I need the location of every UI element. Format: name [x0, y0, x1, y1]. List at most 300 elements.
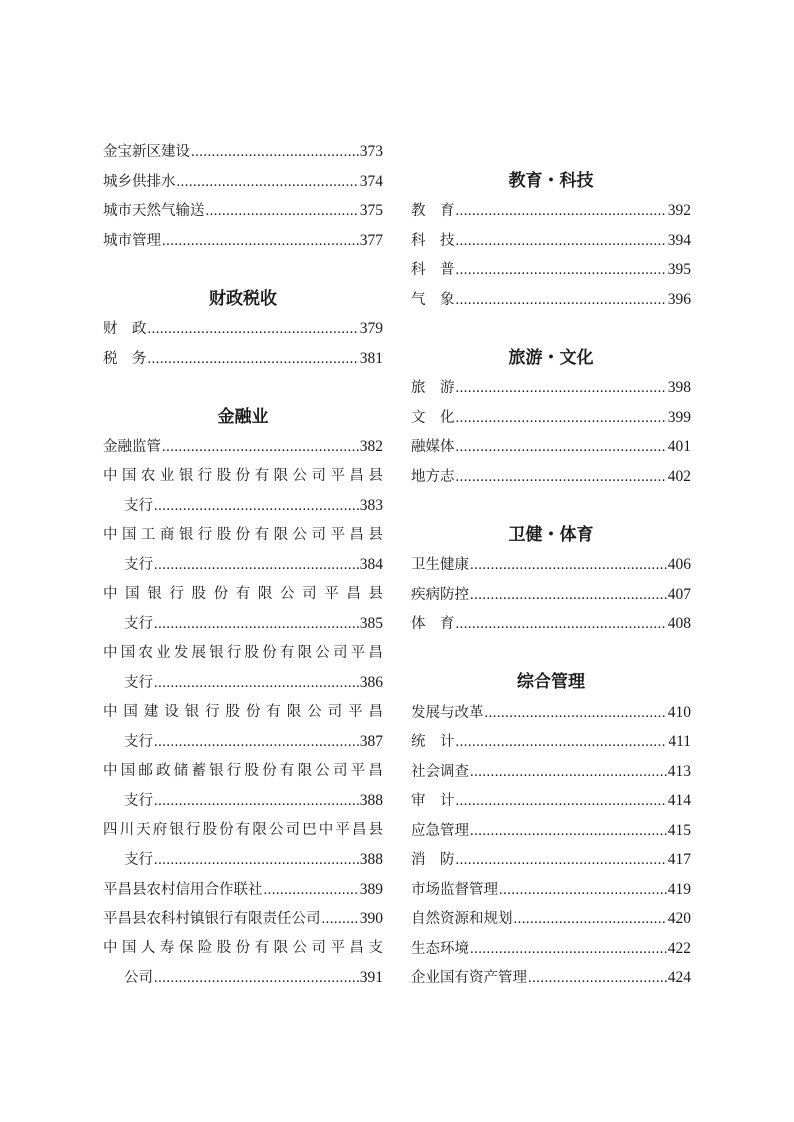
title-char: 国 [125, 585, 140, 602]
leader-dots [470, 581, 667, 611]
title-char: 人 [140, 939, 156, 956]
title-char: 份 [219, 821, 234, 838]
leader-dots [206, 197, 359, 227]
section-heading-admin: 综合管理 [517, 672, 585, 692]
toc-entry-title: 税 务 [103, 350, 147, 367]
title-char: 公 [307, 703, 322, 720]
spacer [411, 137, 691, 167]
title-char: 股 [216, 526, 232, 543]
title-char: 股 [191, 585, 206, 602]
title-char: 县 [368, 467, 383, 484]
toc-entry[interactable] [103, 196, 383, 226]
spacer [411, 491, 691, 521]
toc-entry-page: 398 [667, 379, 691, 396]
toc-entry-title-cont: 支行 [124, 498, 153, 514]
toc-entry[interactable] [411, 904, 691, 934]
toc-entry-page: 419 [667, 880, 691, 898]
toc-entry[interactable] [103, 786, 383, 816]
title-char: 份 [262, 762, 277, 779]
title-char: 限 [297, 762, 313, 779]
title-char: 设 [164, 703, 179, 720]
toc-entry-title: 财 政 [103, 321, 147, 337]
toc-entry-title: 文 化 [411, 409, 455, 426]
title-char: 公 [292, 526, 308, 543]
toc-entry-page: 394 [667, 231, 691, 249]
leader-dots [264, 876, 359, 906]
toc-entry-title: 疾病防控 [411, 586, 469, 603]
toc-entry[interactable] [411, 963, 691, 993]
leader-dots [499, 876, 667, 906]
toc-entry-page: 420 [667, 910, 691, 927]
toc-entry-title [103, 816, 383, 846]
title-char: 储 [173, 762, 189, 779]
title-char: 银 [178, 526, 194, 543]
leader-dots [154, 492, 359, 522]
leader-dots [154, 669, 359, 699]
leader-dots [470, 935, 667, 965]
title-char: 平 [350, 762, 366, 779]
toc-right-column [411, 137, 691, 993]
toc-entry[interactable] [103, 137, 383, 167]
title-char: 有 [254, 526, 270, 543]
toc-entry[interactable] [411, 462, 691, 492]
title-char: 中 [318, 821, 334, 838]
toc-entry[interactable] [103, 963, 383, 993]
leader-dots [456, 197, 667, 227]
toc-entry[interactable] [411, 403, 691, 433]
leader-dots [154, 610, 359, 640]
toc-entry-title [103, 521, 383, 551]
leader-dots [456, 374, 667, 404]
title-char: 政 [156, 762, 171, 779]
toc-entry[interactable] [411, 845, 691, 875]
toc-entry[interactable] [103, 727, 383, 757]
toc-entry[interactable] [411, 226, 691, 256]
title-char: 国 [121, 467, 137, 484]
title-char: 商 [159, 526, 175, 543]
toc-entry-title-cont: 公司 [124, 970, 153, 986]
title-char: 昌 [368, 762, 383, 779]
toc-entry-title-line1[interactable] [103, 462, 383, 492]
spacer [411, 639, 691, 669]
toc-entry-title-cont: 支行 [124, 793, 153, 809]
title-char: 中 [103, 526, 118, 543]
toc-entry-page: 373 [359, 143, 383, 160]
toc-entry-page: 387 [359, 733, 383, 750]
title-char: 农 [140, 467, 156, 484]
title-char: 国 [121, 526, 137, 543]
toc-entry-title-line1[interactable] [103, 639, 383, 669]
title-char: 有 [266, 703, 281, 720]
leader-dots [154, 728, 359, 758]
toc-entry[interactable] [103, 314, 383, 344]
toc-entry-title: 统 计 [411, 734, 455, 750]
title-char: 限 [257, 585, 273, 602]
title-char: 寿 [159, 939, 175, 956]
toc-entry-page: 417 [667, 851, 691, 868]
leader-dots [148, 345, 359, 375]
toc-entry-page: 379 [359, 320, 383, 337]
title-char: 有 [279, 644, 295, 661]
section-heading-education-tech: 教育・科技 [508, 170, 594, 191]
toc-entry[interactable] [411, 786, 691, 816]
toc-entry-page: 388 [359, 851, 383, 868]
toc-entry-page: 410 [667, 703, 691, 721]
title-char: 险 [197, 939, 213, 956]
title-char: 公 [292, 467, 308, 484]
title-char: 县 [368, 821, 383, 838]
toc-entry[interactable] [103, 167, 383, 197]
title-char: 有 [254, 939, 270, 956]
title-char: 银 [147, 585, 162, 602]
title-char: 昌 [368, 703, 383, 720]
toc-entry-page: 384 [359, 556, 383, 573]
toc-entry-title-line1[interactable] [103, 757, 383, 787]
toc-entry[interactable] [411, 255, 691, 285]
toc-entry-page: 414 [667, 792, 691, 809]
toc-entry-title-cont: 支行 [124, 852, 153, 868]
toc-entry-page: 424 [667, 969, 691, 986]
title-char: 限 [273, 526, 289, 543]
toc-entry[interactable] [103, 609, 383, 639]
title-char: 公 [315, 762, 330, 779]
toc-entry-page: 411 [668, 733, 691, 750]
title-char: 平 [330, 526, 345, 543]
toc-entry[interactable] [411, 698, 691, 728]
title-char: 限 [273, 939, 289, 956]
toc-entry[interactable] [103, 550, 383, 580]
toc-entry-title: 城乡供排水 [103, 173, 176, 190]
toc-entry-title: 金融监管 [103, 439, 161, 455]
toc-entry-title-line1[interactable] [103, 816, 383, 846]
title-char: 行 [185, 821, 201, 838]
title-char: 中 [103, 939, 118, 956]
title-char: 县 [368, 526, 383, 543]
title-char: 农 [138, 644, 153, 661]
title-char: 昌 [368, 644, 383, 661]
title-char: 昌 [349, 526, 364, 543]
title-char: 限 [273, 467, 289, 484]
title-char: 有 [279, 762, 295, 779]
toc-entry-title: 消 防 [411, 852, 455, 868]
leader-dots [148, 315, 359, 345]
toc-entry-page: 374 [359, 172, 383, 190]
toc-entry-title: 融媒体 [411, 439, 455, 455]
title-char: 司 [311, 939, 326, 956]
title-char: 平 [330, 939, 345, 956]
leader-dots [154, 787, 359, 817]
title-char: 银 [169, 821, 184, 838]
title-char: 支 [368, 939, 383, 956]
toc-entry-page: 392 [667, 202, 691, 219]
toc-entry-title-cont: 支行 [124, 616, 153, 632]
title-char: 天 [136, 821, 151, 838]
title-char: 有 [235, 821, 251, 838]
title-char: 国 [120, 644, 136, 661]
toc-entry-title: 金宝新区建设 [103, 144, 190, 160]
title-char: 行 [169, 585, 184, 602]
leader-dots [485, 699, 667, 729]
title-char: 发 [173, 644, 189, 661]
leader-dots [470, 551, 667, 581]
title-char: 中 [103, 703, 118, 720]
section-heading-finance-tax: 财政税收 [209, 288, 277, 309]
toc-entry-title: 地方志 [411, 468, 455, 485]
title-char: 县 [368, 585, 383, 602]
leader-dots [528, 964, 667, 994]
toc-entry-title: 发展与改革 [411, 704, 484, 721]
toc-entry[interactable] [411, 580, 691, 610]
title-char: 有 [235, 585, 251, 602]
title-char: 份 [262, 644, 277, 661]
toc-entry-title [103, 639, 383, 669]
toc-entry-title: 卫生健康 [411, 557, 469, 573]
leader-dots [470, 817, 667, 847]
leader-dots [456, 787, 667, 817]
toc-entry-title [103, 934, 383, 964]
toc-entry[interactable] [103, 344, 383, 374]
toc-entry-page: 388 [359, 792, 383, 809]
toc-entry[interactable] [103, 432, 383, 462]
leader-dots [456, 610, 667, 640]
toc-entry[interactable] [411, 609, 691, 639]
title-char: 限 [252, 821, 267, 838]
title-char: 昌 [349, 939, 364, 956]
toc-entry-page: 386 [359, 674, 383, 691]
toc-entry-title [103, 757, 383, 787]
toc-entry-page: 396 [667, 290, 691, 308]
title-char: 行 [197, 526, 213, 543]
toc-entry-title: 科 普 [411, 262, 455, 278]
leader-dots [322, 905, 359, 935]
toc-entry-title: 生态环境 [411, 940, 469, 957]
title-char: 司 [311, 467, 326, 484]
leader-dots [162, 227, 359, 257]
title-char: 平 [335, 821, 350, 838]
toc-entry-page: 413 [667, 762, 691, 780]
toc-entry-title: 科 技 [411, 232, 455, 249]
leader-dots [456, 227, 667, 257]
leader-dots [162, 433, 359, 463]
toc-entry[interactable] [411, 727, 691, 757]
title-char: 公 [315, 644, 330, 661]
toc-entry-title: 气 象 [411, 291, 455, 308]
leader-dots [154, 846, 359, 876]
title-char: 股 [216, 467, 232, 484]
toc-entry-title: 审 计 [411, 793, 455, 809]
leader-dots [470, 758, 667, 788]
leader-dots [456, 256, 667, 286]
toc-entry-title-cont: 支行 [124, 557, 153, 573]
toc-entry-title: 城市天然气输送 [103, 203, 205, 219]
toc-entry-page: 391 [359, 969, 383, 986]
leader-dots [456, 286, 667, 316]
toc-entry[interactable] [411, 285, 691, 315]
toc-entry[interactable] [411, 934, 691, 964]
title-char: 中 [103, 585, 118, 602]
toc-entry-page: 385 [359, 615, 383, 632]
title-char: 昌 [346, 585, 361, 602]
toc-entry-page: 390 [359, 910, 383, 927]
title-char: 司 [311, 526, 326, 543]
title-char: 平 [324, 585, 339, 602]
title-char: 昌 [349, 467, 364, 484]
title-char: 份 [235, 467, 251, 484]
title-char: 平 [348, 703, 363, 720]
toc-entry[interactable] [411, 757, 691, 787]
title-char: 银 [184, 703, 200, 720]
title-char: 股 [225, 703, 241, 720]
toc-entry[interactable] [411, 373, 691, 403]
title-char: 限 [286, 703, 302, 720]
title-char: 四 [103, 821, 118, 838]
title-char: 银 [178, 467, 194, 484]
title-char: 业 [156, 644, 171, 661]
title-char: 国 [120, 762, 136, 779]
title-char: 平 [350, 644, 366, 661]
title-char: 展 [191, 644, 206, 661]
toc-entry-page: 406 [667, 556, 691, 573]
leader-dots [514, 905, 667, 935]
toc-entry-page: 383 [359, 497, 383, 514]
title-char: 股 [202, 821, 218, 838]
title-char: 国 [123, 703, 138, 720]
toc-entry-title-line1[interactable] [103, 521, 383, 551]
title-char: 中 [103, 467, 118, 484]
toc-entry[interactable] [103, 904, 383, 934]
leader-dots [456, 463, 667, 493]
title-char: 司 [327, 703, 343, 720]
title-char: 昌 [351, 821, 367, 838]
toc-entry-page: 415 [667, 821, 691, 839]
toc-entry-title [103, 462, 383, 492]
title-char: 份 [235, 939, 251, 956]
title-char: 府 [152, 821, 168, 838]
toc-entry-page: 408 [667, 615, 691, 632]
title-char: 行 [226, 644, 242, 661]
toc-entry[interactable] [103, 226, 383, 256]
leader-dots [154, 964, 359, 994]
title-char: 司 [285, 821, 301, 838]
title-char: 司 [332, 644, 348, 661]
toc-entry-page: 407 [667, 585, 691, 603]
toc-entry[interactable] [411, 816, 691, 846]
title-char: 邮 [138, 762, 153, 779]
toc-entry-title: 应急管理 [411, 822, 469, 839]
toc-entry[interactable] [411, 196, 691, 226]
title-char: 建 [143, 703, 159, 720]
toc-entry-page: 422 [667, 939, 691, 957]
toc-entry-title: 体 育 [411, 616, 455, 632]
title-char: 公 [268, 821, 284, 838]
toc-entry-title: 企业国有资产管理 [411, 970, 527, 986]
title-char: 银 [209, 762, 224, 779]
toc-entry-page: 395 [667, 261, 691, 278]
toc-entry[interactable] [103, 845, 383, 875]
title-char: 中 [103, 644, 118, 661]
title-char: 中 [103, 762, 118, 779]
section-heading-health-sports: 卫健・体育 [508, 524, 594, 545]
title-char: 工 [140, 526, 156, 543]
title-char: 有 [254, 467, 270, 484]
toc-entry[interactable] [411, 550, 691, 580]
toc-entry-title: 自然资源和规划 [411, 911, 513, 927]
toc-entry-title-cont: 支行 [124, 675, 153, 691]
title-char: 保 [178, 939, 194, 956]
section-heading-tourism-culture: 旅游・文化 [508, 347, 594, 368]
title-char: 行 [226, 762, 242, 779]
title-char: 股 [244, 644, 259, 661]
leader-dots [456, 846, 667, 876]
toc-entry[interactable] [411, 875, 691, 905]
title-char: 公 [280, 585, 295, 602]
leader-dots [456, 728, 668, 758]
toc-entry-page: 399 [667, 408, 691, 426]
toc-entry[interactable] [411, 432, 691, 462]
toc-entry-title-line1[interactable] [103, 580, 383, 610]
toc-entry-title: 教 育 [411, 203, 455, 219]
title-char: 巴 [302, 821, 317, 838]
spacer [103, 373, 383, 403]
toc-entry-title: 平昌县农村信用合作联社 [103, 881, 263, 898]
toc-entry-page: 381 [359, 349, 383, 367]
title-char: 股 [216, 939, 232, 956]
title-char: 公 [292, 939, 308, 956]
toc-entry-title [103, 580, 383, 610]
toc-entry-title: 城市管理 [103, 232, 161, 249]
toc-entry[interactable] [103, 491, 383, 521]
title-char: 限 [297, 644, 313, 661]
toc-entry-page: 375 [359, 202, 383, 219]
title-char: 份 [235, 526, 251, 543]
title-char: 行 [205, 703, 220, 720]
toc-entry-title-cont: 支行 [124, 734, 153, 750]
toc-entry-page: 382 [359, 438, 383, 455]
toc-entry-title-line1[interactable] [103, 934, 383, 964]
section-heading-banking: 金融业 [217, 406, 269, 427]
title-char: 国 [121, 939, 137, 956]
leader-dots [191, 138, 359, 168]
toc-entry-page: 401 [667, 438, 691, 455]
leader-dots [177, 168, 359, 198]
title-char: 川 [119, 821, 135, 838]
toc-entry-title: 社会调查 [411, 763, 469, 780]
toc-entry[interactable] [103, 875, 383, 905]
toc-entry-title: 市场监督管理 [411, 881, 498, 898]
toc-entry-page: 402 [667, 467, 691, 485]
title-char: 蓄 [191, 762, 206, 779]
title-char: 平 [330, 467, 345, 484]
spacer [103, 255, 383, 285]
toc-entry-title-line1[interactable] [103, 698, 383, 728]
leader-dots [456, 433, 667, 463]
toc-entry-page: 389 [359, 880, 383, 898]
title-char: 业 [159, 467, 175, 484]
toc-entry-page: 377 [359, 231, 383, 249]
title-char: 份 [245, 703, 261, 720]
title-char: 司 [332, 762, 348, 779]
toc-entry[interactable] [103, 668, 383, 698]
leader-dots [154, 551, 359, 581]
toc-entry-title: 平昌县农科村镇银行有限责任公司 [103, 911, 321, 927]
spacer [411, 314, 691, 344]
toc-left-column [103, 137, 383, 993]
toc-entry-title [103, 698, 383, 728]
title-char: 行 [197, 467, 213, 484]
title-char: 司 [302, 585, 317, 602]
toc-entry-title: 旅 游 [411, 380, 455, 396]
leader-dots [456, 404, 667, 434]
